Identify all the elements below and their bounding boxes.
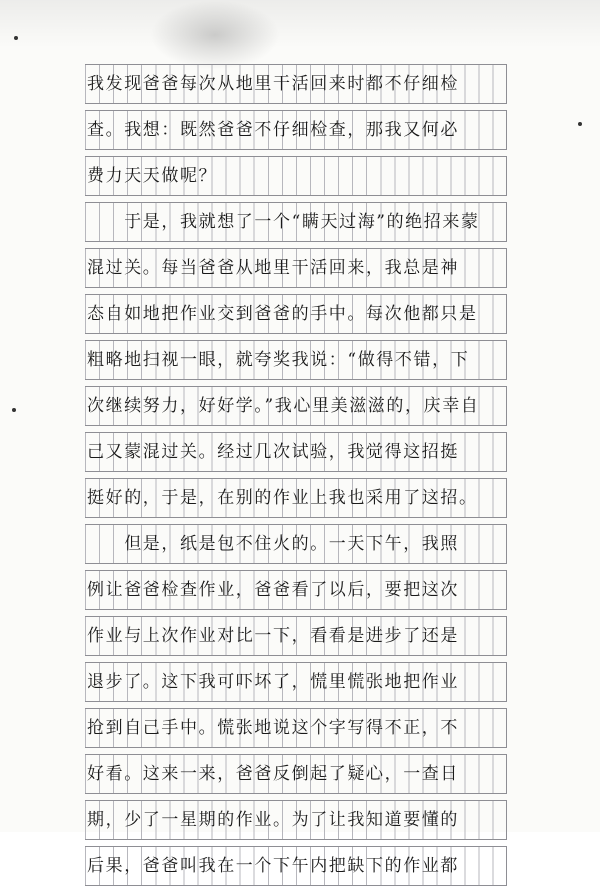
grid-row: [85, 754, 507, 794]
handwritten-line: 抢到自己手中。慌张地说这个字写得不正，不: [87, 718, 459, 738]
grid-row: [85, 248, 507, 288]
handwritten-line: 后果，爸爸叫我在一个下午内把缺下的作业都: [87, 856, 459, 876]
grid-row: [85, 662, 507, 702]
grid-row: [85, 110, 507, 150]
handwritten-line: 我发现爸爸每次从地里干活回来时都不仔细检: [87, 74, 459, 94]
handwritten-line: 费力天天做呢？: [87, 166, 218, 186]
ink-dot: [578, 122, 582, 126]
handwritten-line: 退步了。这下我可吓坏了，慌里慌张地把作业: [87, 672, 459, 692]
grid-row: [85, 800, 507, 840]
grid-row: [85, 846, 507, 886]
handwritten-line: 查。我想：既然爸爸不仔细检查，那我又何必: [87, 120, 459, 140]
handwritten-line: 混过关。每当爸爸从地里干活回来，我总是神: [87, 258, 459, 278]
grid-row: [85, 202, 507, 242]
handwritten-line: 态自如地把作业交到爸爸的手中。每次他都只是: [87, 304, 478, 324]
writing-grid: [85, 64, 507, 892]
grid-row: [85, 64, 507, 104]
handwritten-line: 挺好的，于是，在别的作业上我也采用了这招。: [87, 488, 478, 508]
handwritten-line: 但是，纸是包不住火的。一天下午，我照: [87, 534, 459, 554]
handwritten-line: 好看。这来一来，爸爸反倒起了疑心，一查日: [87, 764, 459, 784]
grid-row: [85, 432, 507, 472]
ink-dot: [12, 408, 16, 412]
grid-row: [85, 616, 507, 656]
handwritten-line: 次继续努力，好好学。”我心里美滋滋的，庆幸自: [87, 396, 480, 416]
grid-row: [85, 524, 507, 564]
ink-smudge: [150, 0, 280, 70]
grid-row: [85, 156, 507, 196]
handwritten-line: 己又蒙混过关。经过几次试验，我觉得这招挺: [87, 442, 459, 462]
handwritten-line: 作业与上次作业对比一下，看看是进步了还是: [87, 626, 459, 646]
grid-row: [85, 386, 507, 426]
handwritten-line: 于是，我就想了一个“瞒天过海”的绝招来蒙: [87, 212, 480, 232]
handwritten-line: 期，少了一星期的作业。为了让我知道要懂的: [87, 810, 459, 830]
grid-row: [85, 340, 507, 380]
grid-row: [85, 294, 507, 334]
grid-row: [85, 708, 507, 748]
handwritten-line: 粗略地扫视一眼，就夸奖我说：“做得不错，下: [87, 350, 470, 370]
ink-dot: [14, 36, 18, 40]
grid-row: [85, 570, 507, 610]
handwritten-line: 例让爸爸检查作业，爸爸看了以后，要把这次: [87, 580, 459, 600]
grid-row: [85, 478, 507, 518]
